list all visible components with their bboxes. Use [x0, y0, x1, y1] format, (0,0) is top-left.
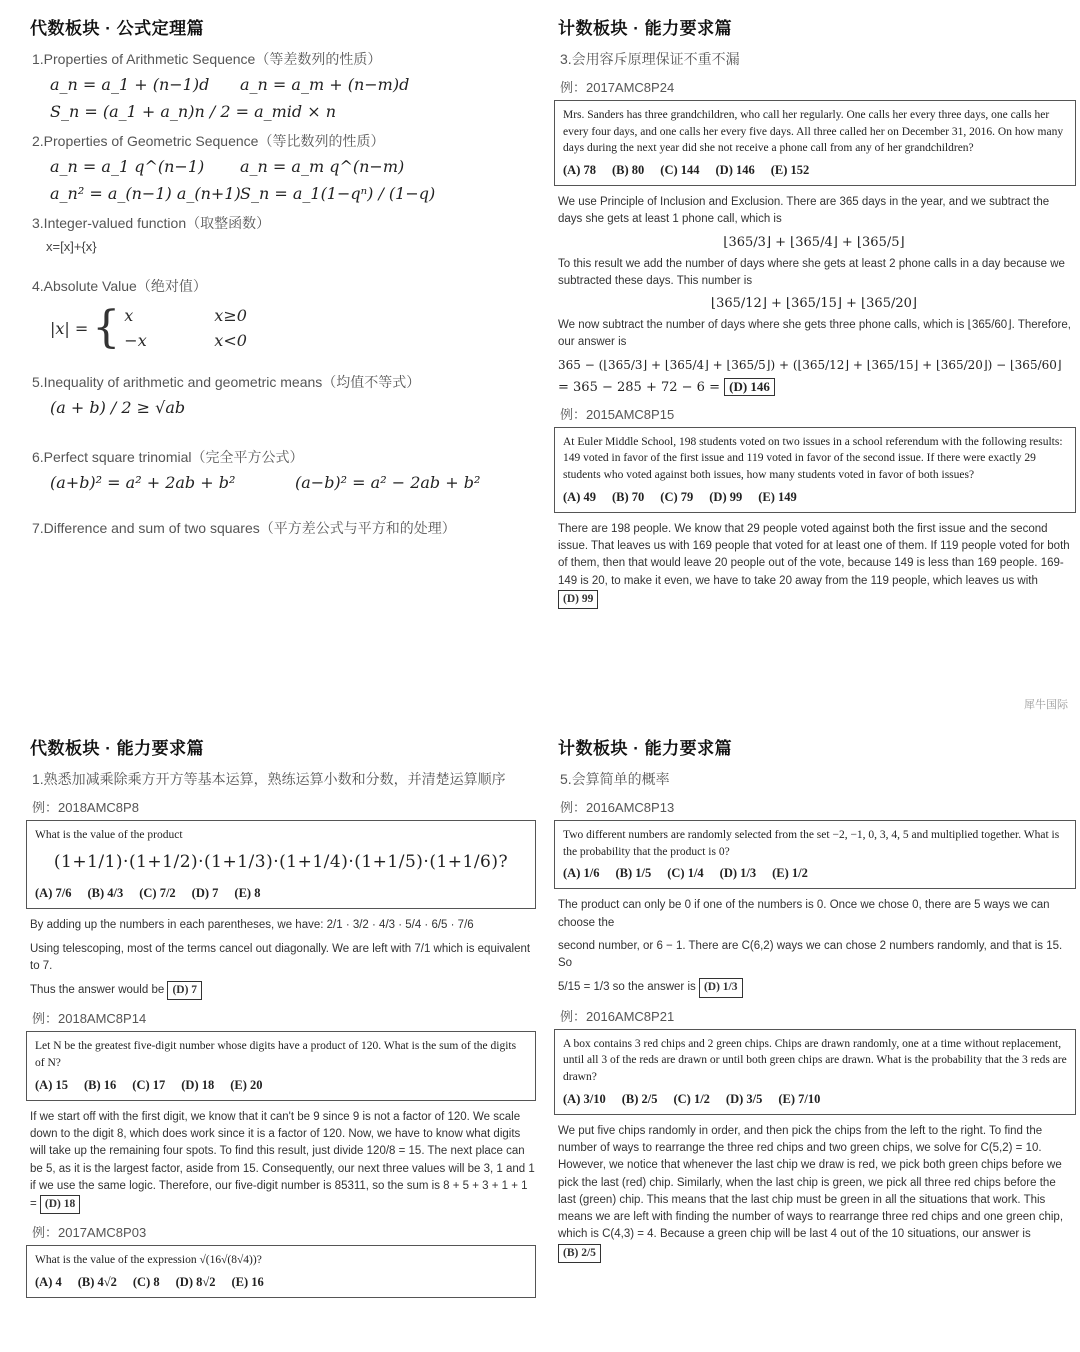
choice: (C) 8	[132, 1275, 160, 1290]
choice: (E) 1/2	[772, 866, 808, 881]
solution-text	[558, 1123, 1076, 1263]
problem-text: Mrs. Sanders has three grandchildren, who call her regularly. One calls her every three days, one calls her every four days, and one calls her every five days. All three called her on December 31, 2016. On how many days during the next year did she not receive a phone call from any of her grandchildren?	[563, 109, 1064, 155]
formula-row	[50, 184, 540, 203]
formula: x=[x]+{x}	[46, 239, 97, 254]
solution-text	[558, 978, 1076, 997]
topic-title: 1.熟悉加减乘除乘方开方等基本运算，熟练运算小数和分数，并清楚运算顺序	[32, 771, 506, 787]
equation: ⌊365/3⌋ + ⌊365/4⌋ + ⌊365/5⌋	[723, 234, 905, 250]
formula: a_n = a_m q^(n−m)	[240, 157, 405, 176]
choice: (E) 7/10	[778, 1091, 821, 1106]
answer-box: (D) 99	[558, 590, 598, 609]
topic-title: 1.Properties of Arithmetic Sequence（等差数列的性质）	[32, 51, 382, 67]
equation-result	[558, 378, 1080, 396]
algebra-quadrant	[20, 728, 540, 1348]
topic-title: 4.Absolute Value（绝对值）	[32, 278, 207, 294]
choice: (B) 1/5	[615, 866, 652, 881]
formula: a_n = a_1 q^(n−1)	[50, 157, 205, 176]
equation: = 365 − 285 + 72 − 6 =	[558, 379, 720, 395]
choice: (C) 17	[132, 1077, 166, 1092]
solution-body: Thus the answer would be	[30, 984, 165, 997]
answer-choices	[563, 161, 1067, 179]
problem-text: Let N be the greatest five-digit number whose digits have a product of 120. What is the sum of the digits of N?	[35, 1040, 517, 1070]
formula: (a + b) / 2 ≥ √ab	[50, 398, 186, 417]
case-condition: x<0	[214, 331, 247, 350]
choice: (C) 144	[660, 163, 700, 178]
problem-text: A box contains 3 red chips and 2 green chips. Chips are drawn randomly, one at a time without replacement, until all 3 of the reds are drawn or until both green chips are drawn. What is the probability that the 3 reds are drawn?	[563, 1037, 1067, 1084]
cases	[124, 306, 274, 350]
formula-quadrant	[20, 8, 540, 720]
section-heading: 代数板块 · 能力要求篇	[30, 739, 205, 758]
section-heading: 代数板块 · 公式定理篇	[30, 19, 205, 38]
answer-box: (B) 2/5	[558, 1244, 601, 1263]
example-label: 例：2018AMC8P14	[32, 1011, 147, 1027]
answer-box: (D) 1/3	[699, 978, 743, 997]
brace: {	[92, 302, 121, 353]
choice: (E) 149	[758, 489, 797, 504]
topic-title: 2.Properties of Geometric Sequence（等比数列的性质）	[32, 133, 385, 149]
example-label: 例：2016AMC8P21	[560, 1008, 675, 1024]
formula: S_n = (a_1 + a_n)n / 2 = a_mid × n	[50, 102, 337, 121]
choice: (D) 3/5	[725, 1091, 763, 1106]
formula-row	[50, 75, 540, 94]
solution-body: 5/15 = 1/3 so the answer is	[558, 981, 696, 994]
product-expression: (1+1/1)·(1+1/2)·(1+1/3)·(1+1/4)·(1+1/5)·(1+1/6)?	[53, 851, 509, 872]
choice: (D) 1/3	[719, 866, 757, 881]
answer-box: (D) 18	[40, 1195, 80, 1214]
example-label: 例：2017AMC8P03	[32, 1225, 147, 1241]
solution-body: We put five chips randomly in order, and then pick the chips from the left to the right. To find the number of ways to rearrange the three red chips and two green chips, we solve for C(5,2) = 10. However, we notice that whenever the last chip we draw is red, we pick both green chips before we pick the last (red) chip. Similarly, when the last chip is green, we pick all three red chips before the last (green) chip. This means that the last chip must be green in all the situations that work. This means we are left with finding the number of ways to rearrange three red chips and one green chip, which is C(4,3) = 4. Because a green chip will be last 4 out of the 10 situations, our answer is	[558, 1124, 1064, 1241]
problem-box	[554, 820, 1076, 889]
formula-row	[50, 102, 540, 121]
choice: (A) 49	[563, 489, 596, 504]
problem-text: At Euler Middle School, 198 students voted on two issues in a school referendum with the following results: 149 voted in favor of the first issue and 119 voted in favor of the second issue. If there were exactly 29 students who voted against both issues, how many students voted in favor of both issues?	[563, 435, 1063, 481]
topic-title: 6.Perfect square trinomial（完全平方公式）	[32, 449, 304, 465]
choice: (D) 7	[191, 886, 219, 901]
solution-body: There are 198 people. We know that 29 people voted against both the first issue and the second issue. That leaves us with 169 people that voted for at least one of them. If 119 people voted for both of them, then that would leave 20 people out of the vote, because 149 is less than 169 people. 169-149 is 20, to make it even, we have to take 20 away from the 119 people, which leaves us with	[558, 522, 1070, 587]
section-heading: 计数板块 · 能力要求篇	[558, 19, 733, 38]
topic-title: 3.Integer-valued function（取整函数）	[32, 215, 271, 231]
answer-choices	[35, 884, 527, 902]
case-value: x	[124, 306, 134, 325]
choice: (C) 7/2	[139, 886, 176, 901]
formula: a_n = a_1 + (n−1)d	[50, 75, 210, 94]
equation: ⌊365/12⌋ + ⌊365/15⌋ + ⌊365/20⌋	[711, 296, 917, 312]
solution-text: Using telescoping, most of the terms cancel out diagonally. We are left with 7/1 which is equivalent to 7.	[30, 942, 531, 972]
choice: (D) 99	[709, 489, 743, 504]
watermark: 犀牛国际	[1024, 699, 1068, 711]
example-label: 例：2015AMC8P15	[560, 406, 675, 422]
solution-body: If we start off with the first digit, we know that it can't be 9 since 9 is not a factor of 120. We scale down to the digit 8, which does work since it is a factor of 120. Now, we have to know what digits will take up the remaining four spots. To find this result, just divide 120/8 = 15. The next place can be 5, as it is the largest factor, aside from 15. Consequently, our next three values will be 3, 1 and 1 if we use the same logic. Therefore, our five-digit number is 85311, so the sum is 8 + 5 + 3 + 1 + 1 =	[30, 1110, 535, 1211]
choice: (A) 1/6	[563, 866, 600, 881]
problem-text: What is the value of the expression √(16√(8√4))?	[35, 1254, 262, 1267]
choice: (E) 8	[234, 886, 261, 901]
choice: (D) 8√2	[175, 1275, 216, 1290]
formula: a_n² = a_(n−1) a_(n+1)	[50, 184, 241, 203]
counting-quadrant-2	[548, 728, 1080, 1348]
choice: (B) 4/3	[87, 886, 124, 901]
example-label: 例：2018AMC8P8	[32, 800, 139, 815]
topic-title: 5.Inequality of arithmetic and geometric means（均值不等式）	[32, 374, 421, 390]
formula: (a+b)² = a² + 2ab + b²	[50, 473, 236, 492]
example-label: 例：2016AMC8P13	[560, 800, 675, 815]
choice: (B) 4√2	[77, 1275, 117, 1290]
topic-title: 7.Difference and sum of two squares（平方差公式与平方和的处理）	[32, 520, 456, 536]
choice: (C) 1/2	[673, 1091, 710, 1106]
formula-row	[50, 157, 540, 176]
choice: (A) 7/6	[35, 886, 72, 901]
problem-box	[26, 1031, 536, 1100]
solution-text: second number, or 6 − 1. There are C(6,2) ways we can chose 2 numbers randomly, and that is 15. So	[558, 939, 1063, 970]
choice: (E) 152	[770, 163, 810, 178]
case-value: −x	[124, 331, 147, 350]
example-label: 例：2017AMC8P24	[560, 80, 675, 95]
choice: (A) 4	[35, 1275, 62, 1290]
choice: (B) 70	[611, 489, 645, 504]
formula: a_n = a_m + (n−m)d	[240, 75, 410, 94]
solution-text: We now subtract the number of days where she gets three phone calls, which is ⌊365/60⌋. Therefore, our answer is	[558, 319, 1071, 349]
choice: (B) 16	[83, 1077, 117, 1092]
choice: (D) 146	[715, 163, 755, 178]
answer-choices	[563, 864, 1067, 882]
solution-text	[30, 1109, 536, 1215]
answer-choices	[35, 1076, 527, 1094]
counting-quadrant-1	[548, 8, 1080, 720]
formula-row	[50, 473, 540, 492]
answer-box: (D) 7	[167, 981, 202, 1000]
answer-box: (D) 146	[724, 378, 775, 396]
formula-lhs: |x| =	[50, 318, 89, 338]
choice: (C) 79	[660, 489, 694, 504]
problem-box	[554, 1029, 1076, 1115]
problem-box	[554, 100, 1076, 186]
solution-text: By adding up the numbers in each parentheses, we have: 2/1 · 3/2 · 4/3 · 5/4 · 6/5 · 7/6	[30, 919, 474, 932]
answer-choices	[35, 1273, 527, 1291]
solution-text: The product can only be 0 if one of the numbers is 0. Once we chose 0, there are 5 ways we can choose the	[558, 899, 1050, 929]
formula: (a−b)² = a² − 2ab + b²	[295, 473, 481, 492]
solution-text	[30, 981, 536, 1000]
solution-text	[558, 521, 1076, 609]
choice: (E) 16	[231, 1275, 264, 1290]
choice: (B) 2/5	[621, 1091, 658, 1106]
equation: 365 − (⌊365/3⌋ + ⌊365/4⌋ + ⌊365/5⌋) + (⌊365/12⌋ + ⌊365/15⌋ + ⌊365/20⌋) − ⌊365/60⌋	[558, 357, 1062, 372]
choice: (B) 80	[611, 163, 645, 178]
choice: (C) 1/4	[667, 866, 704, 881]
section-heading: 计数板块 · 能力要求篇	[558, 739, 733, 758]
answer-choices	[563, 1090, 1067, 1108]
choice: (D) 18	[181, 1077, 215, 1092]
problem-box	[26, 1245, 536, 1298]
formula: S_n = a_1(1−qⁿ) / (1−q)	[240, 184, 436, 203]
topic-title: 5.会算简单的概率	[560, 771, 670, 787]
problem-text: What is the value of the product	[35, 829, 183, 841]
problem-box	[26, 820, 536, 909]
case-condition: x≥0	[214, 306, 247, 325]
problem-box	[554, 427, 1076, 513]
choice: (A) 15	[35, 1077, 68, 1092]
topic-title: 3.会用容斥原理保证不重不漏	[560, 51, 740, 67]
choice: (E) 20	[230, 1077, 263, 1092]
absolute-value-formula	[50, 302, 540, 353]
solution-text: We use Principle of Inclusion and Exclusion. There are 365 days in the year, and we subtract the days she gets at least 1 phone call, which is	[558, 196, 1050, 226]
answer-choices	[563, 488, 1067, 506]
problem-text: Two different numbers are randomly selected from the set −2, −1, 0, 3, 4, 5 and multiplied together. What is the probability that the product is 0?	[563, 829, 1060, 858]
choice: (A) 78	[563, 163, 596, 178]
solution-text: To this result we add the number of days where she gets at least 2 phone calls in a day because we subtracted these days. This number is	[558, 257, 1065, 287]
formula-row	[50, 398, 540, 417]
choice: (A) 3/10	[563, 1091, 606, 1106]
